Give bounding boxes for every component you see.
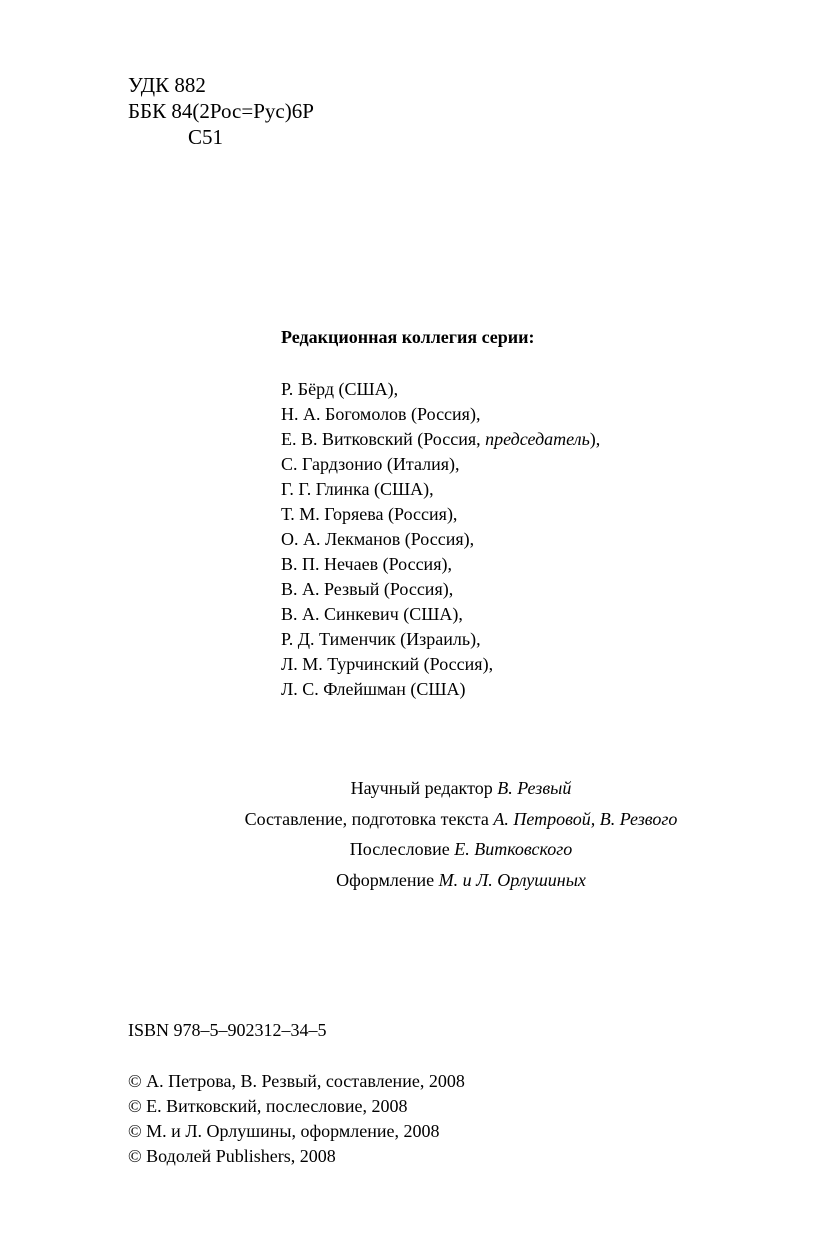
board-member: Н. А. Богомолов (Россия), [281, 404, 481, 424]
board-member: С. Гардзонио (Италия), [281, 454, 460, 474]
copyright-line: © А. Петрова, В. Резвый, составление, 2008 [128, 1071, 465, 1091]
isbn: ISBN 978–5–902312–34–5 [128, 1020, 327, 1040]
board-member: В. А. Синкевич (США), [281, 604, 463, 624]
board-member: Л. М. Турчинский (Россия), [281, 654, 494, 674]
credit-line-scientific-editor: Научный редактор В. Резвый [350, 778, 572, 798]
copyright-line: © Е. Витковский, послесловие, 2008 [128, 1096, 408, 1116]
board-member: Р. Д. Тименчик (Израиль), [281, 629, 481, 649]
board-member: О. А. Лекманов (Россия), [281, 529, 475, 549]
credit-line-design: Оформление М. и Л. Орлушиных [336, 869, 586, 890]
board-member: Р. Бёрд (США), [281, 379, 399, 399]
author-mark: С51 [188, 125, 224, 149]
chairman-role: председатель [485, 429, 590, 449]
editorial-board-title: Редакционная коллегия серии: [281, 327, 535, 347]
copyright-line: © М. и Л. Орлушины, оформление, 2008 [128, 1121, 440, 1141]
board-member: Л. С. Флейшман (США) [281, 679, 466, 699]
editorial-board-list [281, 377, 600, 702]
board-member: Т. М. Горяева (Россия), [281, 504, 458, 524]
classification-block [128, 72, 314, 150]
board-member: Е. В. Витковский (Россия, председатель), [281, 429, 601, 449]
copyright-line: © Водолей Publishers, 2008 [128, 1146, 336, 1166]
udk-code: УДК 882 [128, 73, 206, 97]
board-member: Г. Г. Глинка (США), [281, 479, 434, 499]
bbk-code: ББК 84(2Рос=Рус)6Р [128, 99, 314, 123]
credits-block [0, 773, 822, 895]
board-member: В. П. Нечаев (Россия), [281, 554, 452, 574]
board-member: В. А. Резвый (Россия), [281, 579, 454, 599]
credit-line-compilation: Составление, подготовка текста А. Петровой, В. Резвого [244, 808, 678, 829]
credit-line-afterword: Послесловие Е. Витковского [349, 839, 573, 859]
copyright-block [128, 1069, 465, 1169]
